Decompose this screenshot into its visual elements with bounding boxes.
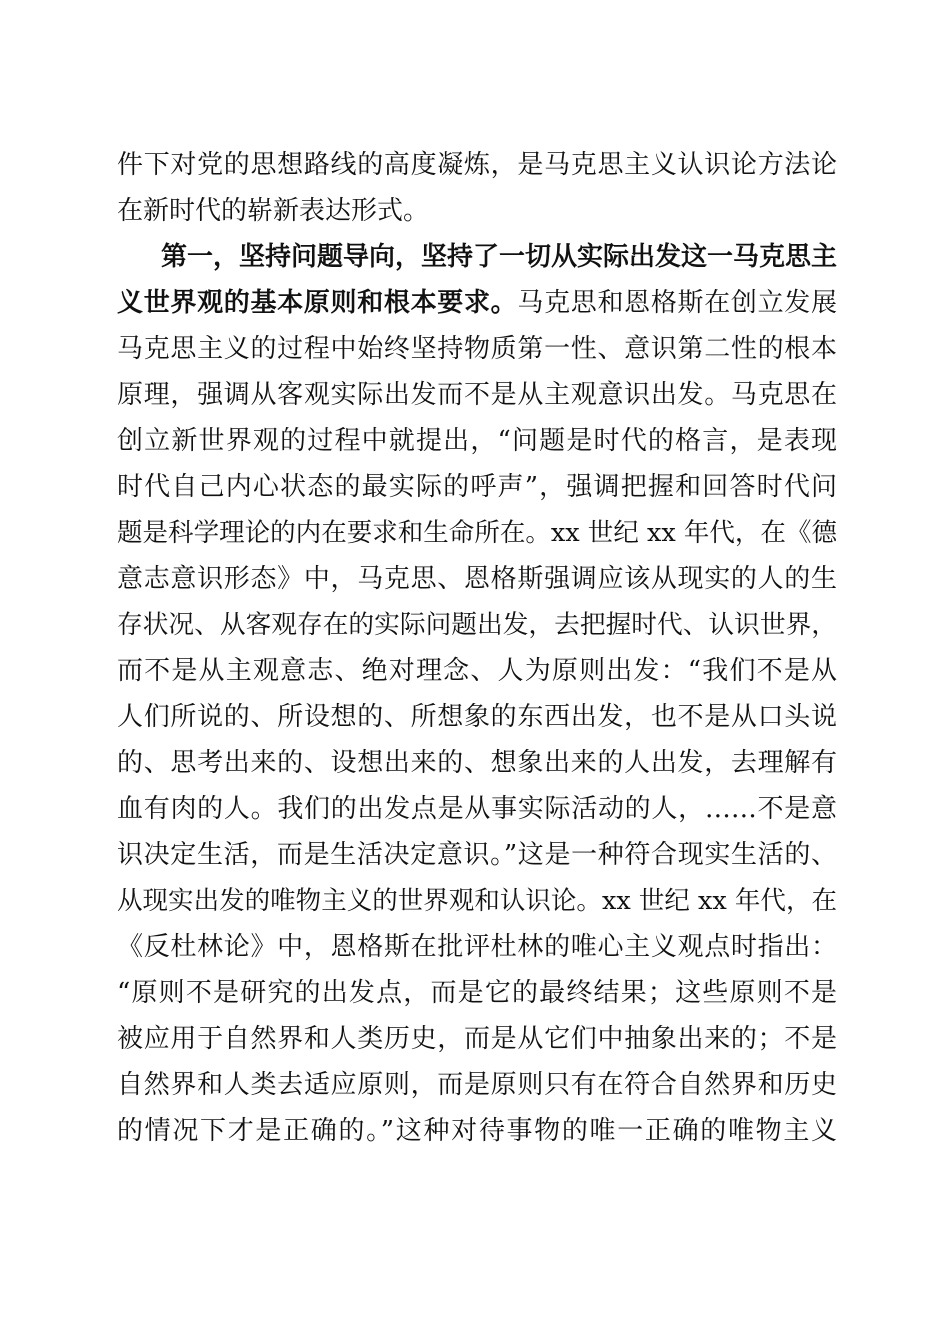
text-line-bold: [117, 234, 837, 280]
text-line: 自然界和人类去适应原则，而是原则只有在符合自然界和历史: [117, 1070, 837, 1100]
text-line: 意志意识形态》中，马克思、恩格斯强调应该从现实的人的生: [117, 564, 837, 594]
bold-heading-part: 第一，坚持问题导向，坚持了一切从实际出发这一马克思主: [161, 242, 837, 272]
text-line: 被应用于自然界和人类历史，而是从它们中抽象出来的；不是: [117, 1024, 837, 1054]
body-text-part: 马克思和恩格斯在创立发展: [517, 288, 837, 318]
text-line: 《反杜林论》中，恩格斯在批评杜林的唯心主义观点时指出：: [117, 932, 837, 962]
text-line: 人们所说的、所设想的、所想象的东西出发，也不是从口头说: [117, 702, 837, 732]
text-line: 原理，强调从客观实际出发而不是从主观意识出发。马克思在: [117, 380, 837, 410]
text-line: 在新时代的崭新表达形式。: [117, 196, 430, 226]
bold-heading-part: 义世界观的基本原则和根本要求。: [117, 288, 518, 318]
text-line: 件下对党的思想路线的高度凝炼，是马克思主义认识论方法论: [117, 150, 837, 180]
text-line: 的情况下才是正确的。”这种对待事物的唯一正确的唯物主义: [117, 1116, 837, 1146]
text-line: 血有肉的人。我们的出发点是从事实际活动的人，……不是意: [117, 794, 837, 824]
text-line: 而不是从主观意志、绝对理念、人为原则出发：“我们不是从: [117, 656, 837, 686]
text-line-mixed: [117, 280, 837, 326]
text-line: 时代自己内心状态的最实际的呼声”，强调把握和回答时代问: [117, 472, 837, 502]
text-line: 的、思考出来的、设想出来的、想象出来的人出发，去理解有: [117, 748, 837, 778]
text-line: “原则不是研究的出发点，而是它的最终结果；这些原则不是: [117, 978, 837, 1008]
text-line: 创立新世界观的过程中就提出，“问题是时代的格言，是表现: [117, 426, 837, 456]
text-line: 题是科学理论的内在要求和生命所在。xx 世纪 xx 年代，在《德: [117, 518, 837, 548]
text-line: 从现实出发的唯物主义的世界观和认识论。xx 世纪 xx 年代，在: [117, 886, 837, 916]
text-line: 马克思主义的过程中始终坚持物质第一性、意识第二性的根本: [117, 334, 837, 364]
text-line: 存状况、从客观存在的实际问题出发，去把握时代、认识世界，: [117, 610, 837, 640]
text-line: 识决定生活，而是生活决定意识。”这是一种符合现实生活的、: [117, 840, 837, 870]
body-text: [117, 142, 837, 1154]
